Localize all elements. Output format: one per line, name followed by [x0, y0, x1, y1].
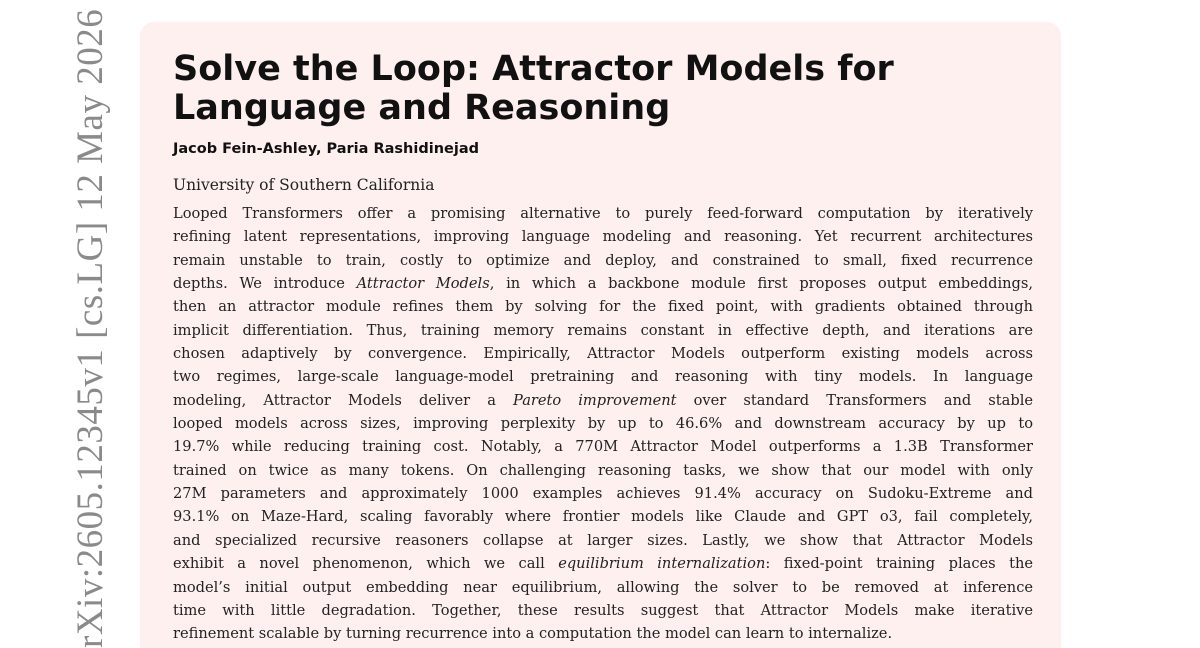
abstract-line	[173, 529, 1033, 552]
author-separator: ,	[315, 141, 327, 157]
abstract-line	[173, 435, 1033, 458]
author-list	[173, 141, 479, 157]
abstract-text: implicit differentiation. Thus, training memory remains constant in effective depth, and iterations are	[173, 321, 1033, 339]
abstract-text: exhibit a novel phenomenon, which we call	[173, 555, 559, 573]
abstract-text: model’s initial output embedding near equilibrium, allowing the solver to be removed at inference	[173, 578, 1033, 596]
abstract-line	[173, 622, 1033, 645]
abstract-line	[173, 319, 1033, 342]
abstract-line	[173, 552, 1033, 575]
abstract-line	[173, 202, 1033, 225]
paper-title	[173, 50, 1033, 128]
abstract-line	[173, 342, 1033, 365]
abstract-line	[173, 482, 1033, 505]
abstract-text: looped models across sizes, improving perplexity by up to 46.6% and downstream accuracy by up to	[173, 415, 1033, 433]
abstract-line	[173, 599, 1033, 622]
abstract-text: Looped Transformers offer a promising alternative to purely feed-forward computation by iteratively	[173, 205, 1033, 222]
abstract-line	[173, 412, 1033, 435]
abstract-line	[173, 295, 1033, 318]
abstract-line	[173, 459, 1033, 482]
abstract-text: 19.7% while reducing training cost. Notably, a 770M Attractor Model outperforms a 1.3B Transformer	[173, 438, 1033, 456]
abstract-line	[173, 249, 1033, 272]
abstract-text: chosen adaptively by convergence. Empirically, Attractor Models outperform existing models across	[173, 345, 1033, 363]
abstract-line	[173, 389, 1033, 412]
abstract-text: refining latent representations, improving language modeling and reasoning. Yet recurrent architectures	[173, 228, 1033, 246]
abstract-text: over standard Transformers and stable	[676, 391, 1033, 409]
abstract-emphasis: equilibrium internalization	[558, 555, 766, 573]
title-line-2: Language and Reasoning	[173, 88, 671, 128]
abstract-text: 27M parameters and approximately 1000 examples achieves 91.4% accuracy on Sudoku-Extreme and	[173, 485, 1033, 503]
arxiv-sidebar-stamp: rXiv:2605.12345v1 [cs.LG] 12 May 2026	[70, 8, 111, 648]
abstract-text: trained on twice as many tokens. On challenging reasoning tasks, we show that our model with only	[173, 461, 1033, 479]
abstract-text: time with little degradation. Together, these results suggest that Attractor Models make iterative	[173, 601, 1033, 619]
abstract-text: depths. We introduce	[173, 275, 357, 293]
title-line-1: Solve the Loop: Attractor Models for	[173, 49, 894, 89]
abstract-text: modeling, Attractor Models deliver a	[173, 391, 514, 409]
abstract-line	[173, 505, 1033, 528]
author-affiliation: University of Southern California	[173, 176, 435, 194]
abstract-line	[173, 365, 1033, 388]
abstract-text: and specialized recursive reasoners collapse at larger sizes. Lastly, we show that Attractor Models	[173, 531, 1033, 549]
abstract-text: : fixed-point training places the	[765, 555, 1033, 573]
abstract-text: then an attractor module refines them by solving for the fixed point, with gradients obtained through	[173, 298, 1033, 316]
abstract-emphasis: Attractor Models	[356, 275, 490, 293]
author-name: Jacob Fein-Ashley	[173, 141, 316, 157]
abstract-text: refinement scalable by turning recurrence into a computation the model can learn to internalize.	[173, 625, 893, 643]
author-name: Paria Rashidinejad	[326, 141, 479, 157]
abstract-line	[173, 576, 1033, 599]
abstract-text: two regimes, large-scale language-model pretraining and reasoning with tiny models. In language	[173, 368, 1033, 386]
abstract-emphasis: Pareto improvement	[513, 391, 677, 409]
abstract-line	[173, 272, 1033, 295]
abstract-body	[173, 202, 1033, 646]
abstract-line	[173, 225, 1033, 248]
abstract-text: remain unstable to train, costly to optimize and deploy, and constrained to small, fixed recurrence	[173, 251, 1033, 269]
abstract-text: , in which a backbone module first proposes output embeddings,	[489, 275, 1033, 293]
abstract-text: 93.1% on Maze-Hard, scaling favorably where frontier models like Claude and GPT o3, fail completely,	[173, 508, 1033, 526]
